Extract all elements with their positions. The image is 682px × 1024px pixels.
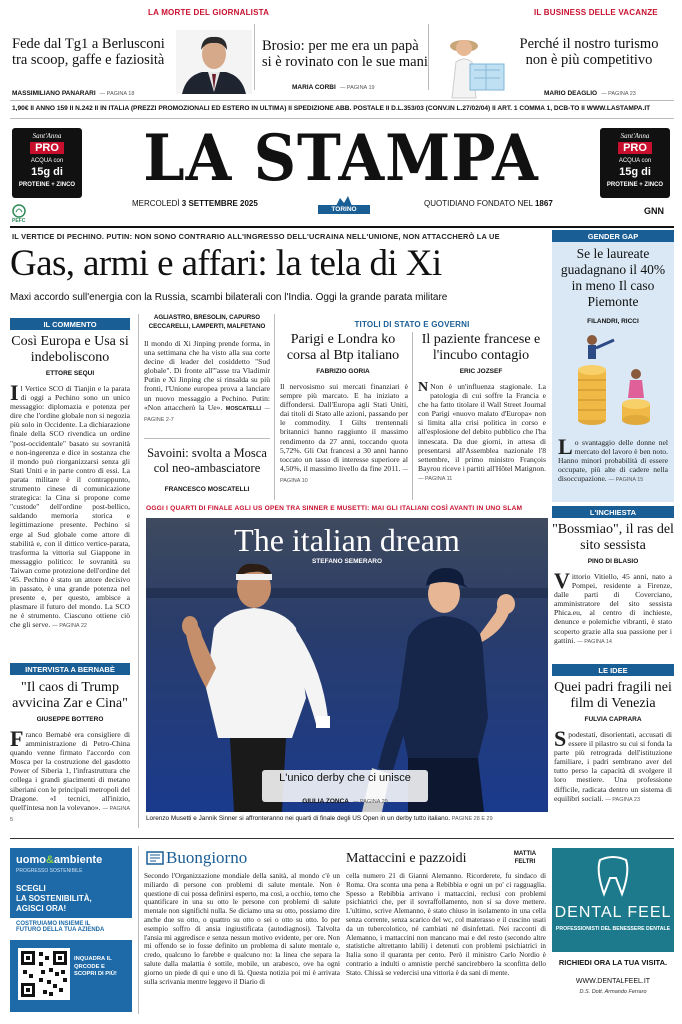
titoli-a-title[interactable]: Parigi e Londra ko corsa al Btp italiano (286, 332, 400, 363)
photo-caption (146, 815, 548, 825)
top-left-page: — PAGINA 18 (99, 91, 135, 97)
coins-illustration (562, 330, 666, 434)
top-story-left[interactable] (10, 6, 270, 97)
intervista-dropcap: F (10, 726, 24, 751)
lead-kicker: IL VERTICE DI PECHINO. PUTIN: NON SONO CONTRARIO ALL'INGRESSO DELL'UCRAINA NELL'UNIONE, NON ATTACCHERÒ LA UE (12, 232, 500, 241)
idee-label: LE IDEE (552, 664, 674, 676)
inchiesta-byline: PINO DI BLASIO (587, 558, 639, 565)
photo-inset[interactable] (262, 770, 428, 805)
titoli-b-dropcap: N (418, 380, 429, 395)
gender-gap-body (558, 434, 668, 500)
ad-left-line5: FUTURO DELLA TUA AZIENDA (16, 927, 105, 933)
ad-line4: PROTEINE + ZINCO (606, 182, 664, 188)
gender-gap-title: Se le laureate guadagnano il 40% in meno Il caso Piemonte (560, 246, 666, 309)
commento-body (10, 380, 130, 652)
photo-caption-page: PAGINE 28 E 29 (451, 816, 493, 822)
intervista-body-text: ranco Bernabè era consigliere di amministrazione di Petro-China quando venne firmato l'accordo con Mosca per la costruzione del gasdotto Power of Siberia 1, l'infrastruttura che collega i grandi giacimenti di metano siberiani con le principali metropoli del Dragone. «I tecnici, all'inizio, quell'intesa non la volevano». (10, 730, 130, 812)
gender-gap-box[interactable] (552, 230, 674, 502)
ad-left-line3: AGISCI ORA! (16, 904, 67, 913)
mattaccini-title[interactable]: Mattaccini e pazzoidi (346, 851, 467, 866)
ad-right-tag: PROFESSIONISTI DEL BENESSERE DENTALE (555, 926, 671, 932)
top-story-center[interactable] (262, 22, 428, 94)
top-left-title: Fede dal Tg1 a Berlusconi tra scoop, gaffe e faziosità (12, 36, 165, 68)
commento-title[interactable]: Così Europa e Usa si indeboliscono (11, 334, 129, 365)
ad-right-url[interactable]: WWW.DENTALFEEL.IT (575, 978, 651, 985)
edition-info-line: 1,90€ II ANNO 159 II N.242 II IN ITALIA (PREZZI PROMOZIONALI ED ESTERO IN ULTIMA) II SPEDIZIONE ABB. POSTALE II D.L.353/03 (CONV.IN L.27/02/04) II ART. 1 COMMA 1, DCB-TO II WWW.LASTAMPA.IT (12, 105, 651, 112)
ad-brand: Sant'Anna (620, 132, 650, 140)
gender-gap-dropcap: L (558, 434, 573, 459)
inchiesta-body-text: ittorio Vitiello, 45 anni, nato a Pompei, residente a Firenze, dalle parti di Coverciano, amministratore del sito sessista Phica.eu, al centro di inchieste, denunce e polemiche vibranti, è stato scoperto grazie alla sua passione per i gattini. (554, 572, 672, 645)
ad-left-brand-3: ambiente (53, 854, 103, 866)
mattaccini-body: cella numero 21 di Gianni Alemanno. Ricorderete, fu sindaco di Roma. Ora sconta una pena a Rebibbia e ogni un po' ci ragguaglia. Spesso a Rebibbia arrivano i mattaccini, reclusi con problemi psichiatrici che, per il sovraffollamento, non si sa dove mettere. L'ultimo, scrive Alemanno, è stato chiuso in isolamento in una cella senza corrente, senza scarico del wc, col materasso e il cuscino usati da un tubercolotico, né cambiati né disinfettati. Nei racconti di Alemanno, i mattaccini non mancano mai e del resto (secondo altre statistiche altrettanto labili) i detenuti con problemi psichiatrici in Italia sono il quaranta per cento. Però il ministro Carlo Nordio è contrario a indulti o amnistie perché sancirebbero la sconfitta dello Stato. Chissà se vedercisi una vittoria è da sani di mente. (346, 872, 546, 977)
buongiorno-title: Buongiorno (166, 848, 248, 867)
ad-line2: ACQUA con (30, 158, 64, 164)
photo-title[interactable]: The italian dream (234, 522, 460, 558)
idee-body (554, 726, 672, 828)
ad-right-brand: DENTAL FEEL (554, 904, 672, 921)
ad-pro: PRO (30, 142, 64, 154)
top-right-title: Perché il nostro turismo non è più competitivo (519, 36, 659, 68)
idee-page: — PAGINA 23 (605, 796, 641, 803)
ad-brand: Sant'Anna (32, 132, 62, 140)
top-left-byline: MASSIMILIANO PANARARI (12, 90, 96, 97)
photo-caption-text: Lorenzo Musetti e Jannik Sinner si affronteranno nei quarti di finale degli US Open in un derby tutto italiano. (146, 815, 450, 822)
ad-left-line1: SCEGLI (16, 884, 46, 893)
titoli-b-body (418, 382, 546, 498)
inchiesta-title[interactable]: "Bossmiao", il ras del sito sessista (552, 522, 674, 553)
col2-bylines: AGLIASTRO, BRESOLIN, CAPURSO CECCARELLI, LAMPERTI, MALFETANO (148, 314, 266, 330)
photo-inset-page: — PAGINA 29 (352, 799, 388, 805)
ad-line3: 15g di (31, 166, 63, 178)
titoli-a-body-text: Il nervosismo sui mercati finanziari è sempre più marcato. E ha iniziato a diffondersi. Dall'Europa agli Stati Uniti, dai titoli di Stato alle azioni, passando per le commodity. I Gilts trentennali britannici hanno raggiunto il massimo rendimento da 27 anni, toccando quota 5,72%. Gli Oat francesi a 30 anni hanno toccato un tasso di interesse superiore al 4,50%, il massimo livello da fine 2011. (280, 382, 408, 473)
commento-label: IL COMMENTO (10, 318, 130, 330)
date-weekday: MERCOLEDÌ (132, 199, 180, 208)
photo-byline: STEFANO SEMERARO (311, 558, 383, 565)
inchiesta-label: L'INCHIESTA (552, 506, 674, 518)
commento-body-text: l Vertice SCO di Tianjin e la parata di oggi a Pechino sono un unico messaggio: diplomazia e potenza per dire che l'ordine globale non si negozia più solo in Occidente. La dichiarazione finale della SCO rivendica un ordine "post-occidentale" basato su sovranità e non-ingerenza e dice in sostanza che il mondo può riorganizzarsi senza gli Stati Uniti e in parte contro di essi. La parata militare è il contrappunto, strumento cinese di comunicazione strategica: la Cina si propone come "custode" dell'ordine post-bellico, saldando memoria storica e legittimazione presente. Pechino si erge al Sud globale come attore di stabilità e, con il dittico vertice-parata, trasforma la vittoria sul Giappone in messaggio politico: le sovranità su Taiwan come protezione dell'ordine del '45. Pechino è stato un attore decisivo in passato, è una grande potenza nel presente e, per questo, ambisce a plasmare il futuro del mondo. La SCO ne è strumento. Ciascuno ottiene ciò che gli serve. (10, 384, 130, 630)
ad-left-brand (16, 854, 128, 866)
col2-body-byline: MOSCATELLI (225, 405, 262, 412)
ad-left-qr-text: INQUADRA IL QRCODE E SCOPRI DI PIÙ! (74, 956, 117, 977)
top-right-kicker: IL BUSINESS DELLE VACANZE (534, 8, 658, 17)
lead-headline[interactable]: Gas, armi e affari: la tela di Xi (10, 243, 442, 284)
commento-byline: ETTORE SEQUI (45, 370, 95, 377)
founded-prefix: QUOTIDIANO FONDATO NEL (424, 199, 533, 208)
col2-body-text: Il mondo di Xi Jinping prende forma, in una settimana che ha visto alla sua corte decine di leader del cosiddetto "Sud globale". Di fronte all'"asse tra Vladimir Putin e Xi Jinping che si rinsalda su più fronti, l'Unione europea prova a lanciare un nuovo messaggio a Pechino. Putin: «Non attaccherò la Ue». (144, 339, 270, 412)
city-label: TORINO (318, 205, 370, 214)
masthead-title[interactable]: LA STAMPA (143, 121, 539, 196)
titoli-b-title[interactable]: Il paziente francese e l'incubo contagio (421, 332, 541, 363)
top-right-byline: MARIO DEAGLIO (544, 90, 598, 97)
newspaper-icon (146, 851, 164, 865)
qr-code-icon[interactable] (18, 948, 70, 1000)
masthead-date (132, 199, 292, 211)
masthead-ad-left[interactable] (12, 128, 82, 198)
intervista-label: INTERVISTA A BERNABÈ (10, 663, 130, 675)
pefc-label: PEFC (12, 218, 26, 224)
top-center-page: — PAGINA 19 (339, 85, 375, 91)
tourism-photo (430, 34, 514, 98)
ad-dental-feel[interactable] (552, 848, 674, 1014)
ad-pro: PRO (618, 142, 652, 154)
intervista-body (10, 726, 130, 826)
col2-sub-byline: FRANCESCO MOSCATELLI (164, 486, 250, 493)
torino-badge (316, 194, 372, 214)
photo-inset-title: L'unico derby che ci unisce (279, 772, 411, 784)
date-value: 3 SETTEMBRE 2025 (181, 199, 258, 208)
col2-sub-title[interactable]: Savoini: svolta a Mosca col neo-ambasciatore (147, 446, 267, 475)
ad-right-doctor: D.S. Dott. Armando Ferraro (579, 989, 647, 995)
gender-gap-byline: FILANDRI, RICCI (587, 318, 639, 325)
top-right-page: — PAGINA 23 (601, 91, 636, 97)
lead-subhead: Maxi accordo sull'energia con la Russia, scambi bilaterali con l'India. Oggi la grande parata militare (10, 292, 448, 303)
buongiorno-header[interactable] (144, 848, 344, 868)
ad-left-band (10, 918, 132, 940)
ad-left-brand-2: & (45, 854, 54, 866)
intervista-title[interactable]: "Il caos di Trump avvicina Zar e Cina" (12, 680, 128, 711)
gender-gap-body-text: o svantaggio delle donne nel mercato del lavoro è ben noto. Hanno minori probabilità di essere occupate, più alte di cadere nella disoccupazione. (558, 438, 668, 484)
intervista-page: — PAGINA 5 (10, 805, 130, 823)
tooth-icon (596, 856, 630, 896)
portrait-photo (176, 30, 252, 94)
masthead-ad-right[interactable] (600, 128, 670, 198)
gnn-logo: GNN (644, 206, 664, 216)
masthead-founded (424, 199, 594, 211)
ad-line2: ACQUA con (618, 158, 652, 164)
commento-page: — PAGINA 22 (52, 623, 87, 630)
photo-inset-byline: GIULIA ZONCA (302, 798, 349, 805)
buongiorno-body: Secondo l'Organizzazione mondiale della sanità, al mondo c'è un miliardo di persone con problemi di salute mentale. Non è questione di cui possa definirsi esperto, ma così, a occhio, temo che quantificare in una su otto le persone con problemi di salute mentale non significhi nulla. Se diciamo una su otto, possiamo dire anche due su otto, o quattro su otto o sei o otto su otto. Io per esempio soffro di ansia ingiustificata (autodiagnosi). Talvolta l'ansia mi aggredisce e senza nessun motivo evidente, per ore. Non mi offendo se io fosse definito un problema di salute mentale e, credo, qualcuno lo farebbe e qualcuno no: la linea che separa la salute dalla malattia è sottile, mobile, un arabesco, ove ha ogni giorno un piede di qui e uno di là. Questa notizia poi mi è arrivata sulla scrivania mentre leggevo il Diario di (144, 872, 340, 986)
col2-body (144, 339, 270, 435)
titoli-a-byline: FABRIZIO GORIA (316, 368, 370, 375)
idee-body-text: podestati, disorientati, accusati di essere il pilastro su cui si fonda la parte più retrograda dell'istituzione familiare, i padri sembrano aver del tutto perso la capacità di svolgere il loro mestiere. Una professione difficile, radicata dentro un sistema di equilibri sociali. (554, 730, 672, 803)
titoli-b-byline: ERIC JOZSEF (459, 368, 503, 375)
ad-left-brand-1: uomo (16, 854, 46, 866)
idee-dropcap: S (554, 726, 567, 751)
inchiesta-dropcap: V (554, 568, 570, 593)
ad-uomo-ambiente[interactable] (10, 848, 132, 1012)
titoli-b-body-text: Non è un'influenza stagionale. La patologia di cui soffre la Francia e che ha fatto titolare il Wall Street Journal con Parigi «nuovo malato d'Europa» non si limita alla crisi politica in corso e all'esplosione del debito pubblico che l'ha innescata. Da due giorni, in attesa di presentarsi all'Assemblea nazionale l'8 settembre, il primo ministro François Bayrou riceve i partiti all'Hôtel Matignon. (418, 382, 546, 473)
inchiesta-page: — PAGINA 14 (577, 638, 612, 645)
ad-line3: 15g di (619, 166, 651, 178)
tennis-photo[interactable] (146, 518, 548, 812)
intervista-byline: GIUSEPPE BOTTERO (36, 716, 104, 723)
photo-kicker: OGGI I QUARTI DI FINALE AGLI US OPEN TRA SINNER E MUSETTI: MAI GLI ITALIANI COSÌ AVANTI IN UNO SLAM (146, 505, 548, 516)
col2-body-page: — PAGINE 2-7 (144, 405, 271, 423)
mattaccini-author: MATTIA FELTRI (513, 851, 537, 865)
titoli-label: TITOLI DI STATO E GOVERNI (354, 320, 470, 329)
ad-left-line4: COSTRUIAMO INSIEME IL (16, 921, 91, 927)
top-center-title: Brosio: per me era un papà si è rovinato con le sue mani (262, 38, 428, 70)
titoli-b-page: — PAGINA 11 (418, 475, 453, 482)
ad-line4: PROTEINE + ZINCO (18, 182, 76, 188)
founded-year: 1867 (534, 199, 553, 208)
inchiesta-body (554, 568, 672, 658)
commento-dropcap: I (10, 380, 19, 405)
ad-left-line2: LA SOSTENIBILITÀ, (16, 894, 92, 903)
ad-left-tag: PROGRESSO SOSTENIBILE (16, 868, 83, 874)
titoli-a-body (280, 382, 408, 498)
gender-gap-label: GENDER GAP (552, 230, 674, 242)
top-story-right[interactable] (514, 6, 674, 97)
titoli-a-page: — PAGINA 10 (280, 466, 408, 484)
top-left-kicker: LA MORTE DEL GIORNALISTA (148, 8, 270, 17)
gender-gap-page: — PAGINA 15 (608, 477, 644, 484)
idee-title[interactable]: Quei padri fragili nei film di Venezia (554, 680, 672, 711)
ad-right-cta: RICHIEDI ORA LA TUA VISITA. (558, 958, 668, 967)
top-center-byline: MARIA CORBI (292, 84, 336, 91)
idee-byline: FULVIA CAPRARA (584, 716, 642, 723)
